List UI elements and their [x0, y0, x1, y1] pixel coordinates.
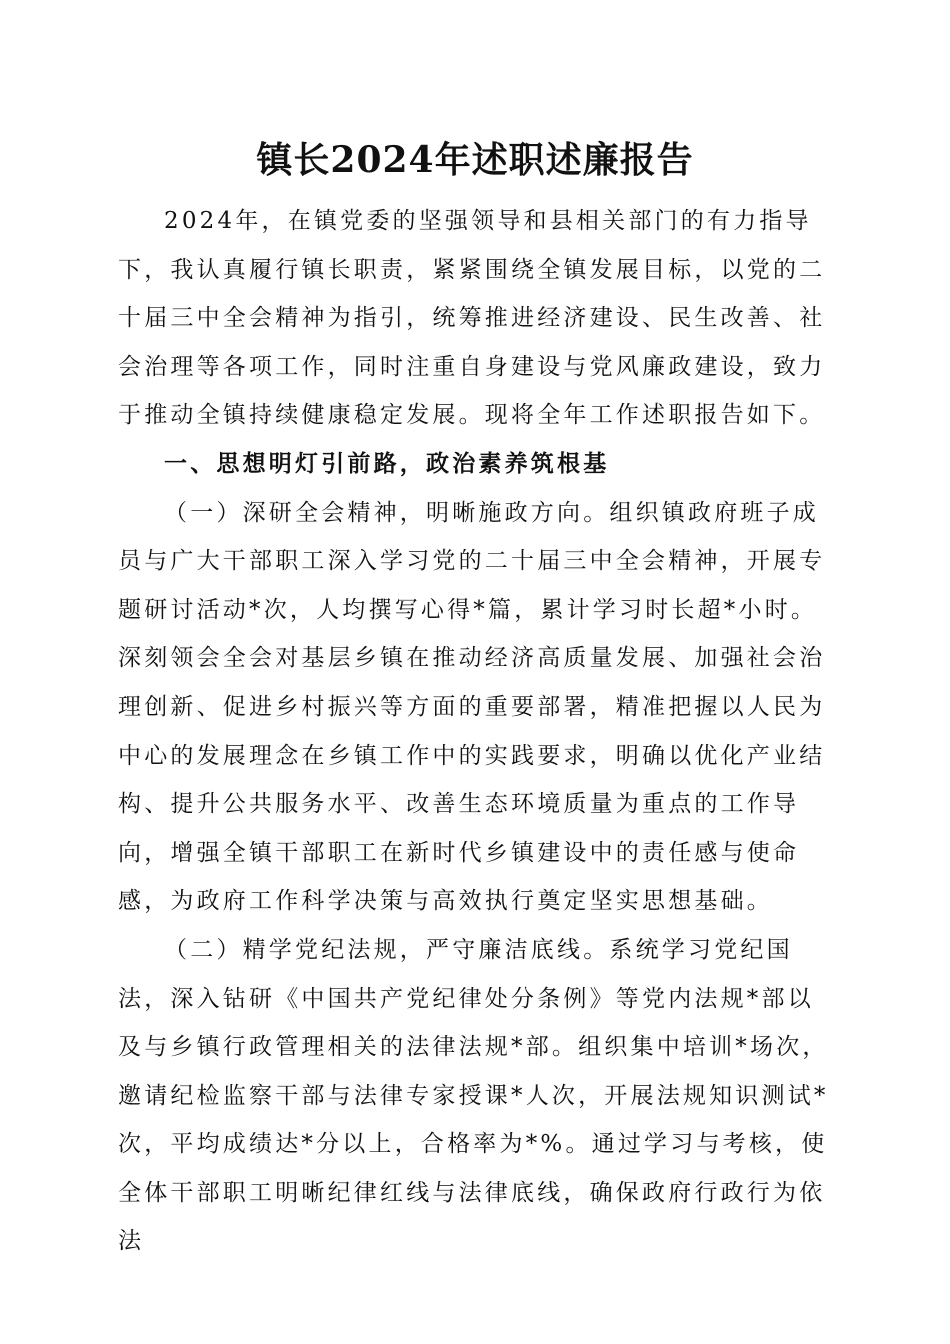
subsection-paragraph-1: （一）深研全会精神，明晰施政方向。组织镇政府班子成员与广大干部职工深入学习党的二十届三中全会精神，开展专题研讨活动*次，人均撰写心得*篇，累计学习时长超*小时。深刻领会全会对基层乡镇在推动经济高质量发展、加强社会治理创新、促进乡村振兴等方面的重要部署，精准把握以人民为中心的发展理念在乡镇工作中的实践要求，明确以优化产业结构、提升公共服务水平、改善生态环境质量为重点的工作导向，增强全镇干部职工在新时代乡镇建设中的责任感与使命感，为政府工作科学决策与高效执行奠定坚实思想基础。	[118, 499, 826, 915]
subsection-paragraph-2: （二）精学党纪法规，严守廉洁底线。系统学习党纪国法，深入钻研《中国共产党纪律处分条例》等党内法规*部以及与乡镇行政管理相关的法律法规*部。组织集中培训*场次，邀请纪检监察干部与法律专家授课*人次，开展法规知识测试*次，平均成绩达*分以上，合格率为*%。通过学习与考核，使全体干部职工明晰纪律红线与法律底线，确保政府行政行为依法	[118, 936, 829, 1255]
document-title: 镇长2024年述职述廉报告	[256, 139, 694, 181]
section-heading-1: 一、思想明灯引前路，政治素养筑根基	[164, 449, 610, 477]
intro-paragraph: 2024年，在镇党委的坚强领导和县相关部门的有力指导下，我认真履行镇长职责，紧紧围绕全镇发展目标，以党的二十届三中全会精神为指引，统筹推进经济建设、民生改善、社会治理等各项工作，同时注重自身建设与党风廉政建设，致力于推动全镇持续健康稳定发展。现将全年工作述职报告如下。	[118, 208, 826, 429]
document-body	[118, 197, 830, 1266]
